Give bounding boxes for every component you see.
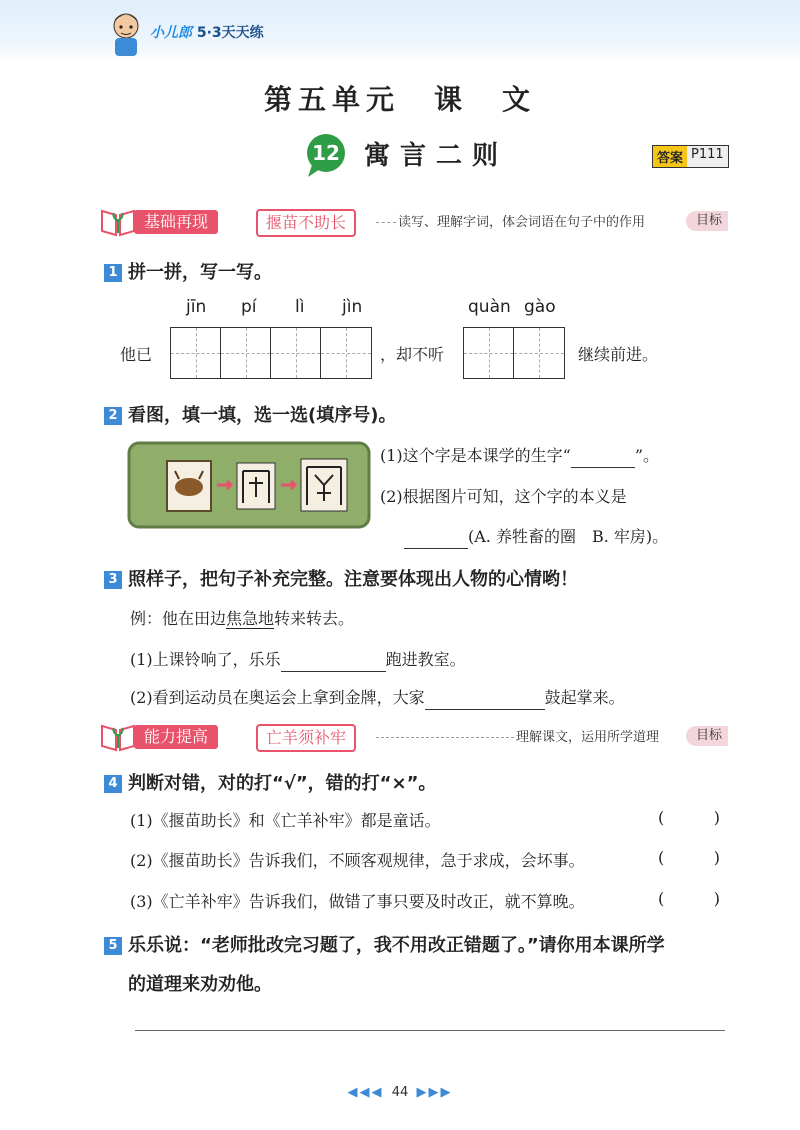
q2-line1-end: ”。 (634, 446, 660, 465)
brand-title (150, 22, 264, 42)
section-subtitle: 亡羊须补牢 (256, 724, 356, 752)
section-bar-advanced (98, 722, 728, 752)
pinyin: jīn (186, 297, 207, 317)
bracket-open: ( (658, 808, 665, 827)
section-name: 基础再现 (134, 210, 218, 234)
pinyin: jìn (342, 297, 363, 317)
pinyin: lì (295, 297, 305, 317)
section-goal-label: 目标 (686, 211, 728, 231)
item-start: (2)看到运动员在奥运会上拿到金牌，大家 (130, 688, 425, 707)
prev-arrows-icon: ◀◀◀ (347, 1085, 384, 1100)
answer-blank[interactable] (571, 448, 635, 468)
answer-line[interactable] (135, 1030, 725, 1031)
example-start: 例：他在田边 (130, 609, 227, 628)
pinyin: pí (241, 297, 257, 317)
answer-bracket[interactable] (658, 889, 720, 908)
section-subtitle: 揠苗不助长 (256, 209, 356, 237)
mascot-icon (106, 10, 146, 58)
question-text: 乐乐说：“老师批改完习题了，我不用改正错题了。”请你用本课所学 (128, 935, 665, 956)
judgment-item: (3)《亡羊补牢》告诉我们，做错了事只要及时改正，就不算晚。 (130, 892, 585, 911)
page-number: 44 (391, 1085, 409, 1100)
page-footer (0, 1085, 800, 1100)
brand-logo: 小儿郎 (150, 25, 192, 41)
sentence-middle: ，却不听 (380, 345, 445, 364)
item-start: (1)上课铃响了，乐乐 (130, 650, 281, 669)
answer-label: 答案 (653, 146, 687, 167)
divider (376, 222, 396, 223)
bracket-close: ) (713, 889, 720, 908)
next-arrows-icon: ▶▶▶ (416, 1085, 453, 1100)
q2-line-2: (2)根据图片可知，这个字的本义是 (380, 487, 627, 506)
question-number: 1 (104, 264, 122, 282)
grid-cell[interactable] (221, 328, 271, 378)
question-text: 判断对错，对的打“√”，错的打“×”。 (128, 773, 437, 794)
question-1 (104, 258, 272, 284)
book-icon (98, 207, 138, 237)
section-goal-text: 理解课文，运用所学道理 (516, 730, 660, 745)
q2-choices: (A. 养牲畜的圈 B. 牢房)。 (468, 527, 669, 546)
answer-blank[interactable] (404, 529, 468, 549)
question-5 (104, 931, 665, 957)
grid-cell[interactable] (514, 328, 564, 378)
section-goal-text: 读写、理解字词，体会词语在句子中的作用 (398, 215, 646, 230)
question-text: 照样子，把句子补充完整。注意要体现出人物的心情哟！ (128, 569, 578, 590)
unit-title: 第五单元 课 文 (263, 83, 536, 116)
q3-item-1 (130, 647, 466, 672)
question-3 (104, 565, 578, 591)
book-icon (98, 722, 138, 752)
example-highlight: 焦急地 (226, 609, 275, 628)
answer-bracket[interactable] (658, 848, 720, 867)
grid-cell[interactable] (464, 328, 514, 378)
q3-item-2 (130, 685, 625, 710)
question-2 (104, 401, 396, 427)
pinyin: quàn (468, 297, 511, 317)
section-name: 能力提高 (134, 725, 218, 749)
question-number: 4 (104, 775, 122, 793)
answer-blank[interactable] (425, 690, 545, 710)
q2-line1-start: (1)这个字是本课学的生字“ (380, 446, 571, 465)
answer-reference (652, 145, 729, 168)
section-bar-basics (98, 207, 728, 237)
divider (376, 737, 514, 738)
bracket-close: ) (713, 848, 720, 867)
grid-cell[interactable] (271, 328, 321, 378)
bracket-open: ( (658, 848, 665, 867)
question-text: 拼一拼，写一写。 (128, 262, 272, 283)
answer-page: P111 (687, 146, 728, 167)
question-number: 5 (104, 937, 122, 955)
question-number: 3 (104, 571, 122, 589)
judgment-item: (1)《揠苗助长》和《亡羊补牢》都是童话。 (130, 811, 441, 830)
question-number: 2 (104, 407, 122, 425)
q2-line-3 (404, 524, 668, 549)
lesson-number: 12 (312, 141, 340, 165)
question-text: 看图，填一填，选一选(填序号)。 (128, 405, 397, 426)
writing-grid-1[interactable] (170, 327, 372, 379)
sentence-start: 他已 (120, 345, 153, 364)
item-end: 跑进教室。 (385, 650, 466, 669)
grid-cell[interactable] (171, 328, 221, 378)
sentence-end: 继续前进。 (578, 345, 659, 364)
pinyin: gào (524, 297, 556, 317)
question-4 (104, 769, 436, 795)
brand-series: 5·3天天练 (196, 25, 264, 41)
section-goal-label: 目标 (686, 726, 728, 746)
lesson-title: 寓言二则 (364, 141, 509, 171)
q3-example (130, 606, 354, 629)
judgment-item: (2)《揠苗助长》告诉我们，不顾客观规律，急于求成，会坏事。 (130, 851, 585, 870)
character-evolution-image (127, 441, 371, 529)
answer-blank[interactable] (281, 652, 386, 672)
bracket-close: ) (713, 808, 720, 827)
item-end: 鼓起掌来。 (544, 688, 625, 707)
bracket-open: ( (658, 889, 665, 908)
question-text-cont: 的道理来劝劝他。 (128, 974, 272, 995)
q2-line-1 (380, 443, 659, 468)
example-end: 转来转去。 (274, 609, 355, 628)
grid-cell[interactable] (321, 328, 371, 378)
answer-bracket[interactable] (658, 808, 720, 827)
writing-grid-2[interactable] (463, 327, 565, 379)
